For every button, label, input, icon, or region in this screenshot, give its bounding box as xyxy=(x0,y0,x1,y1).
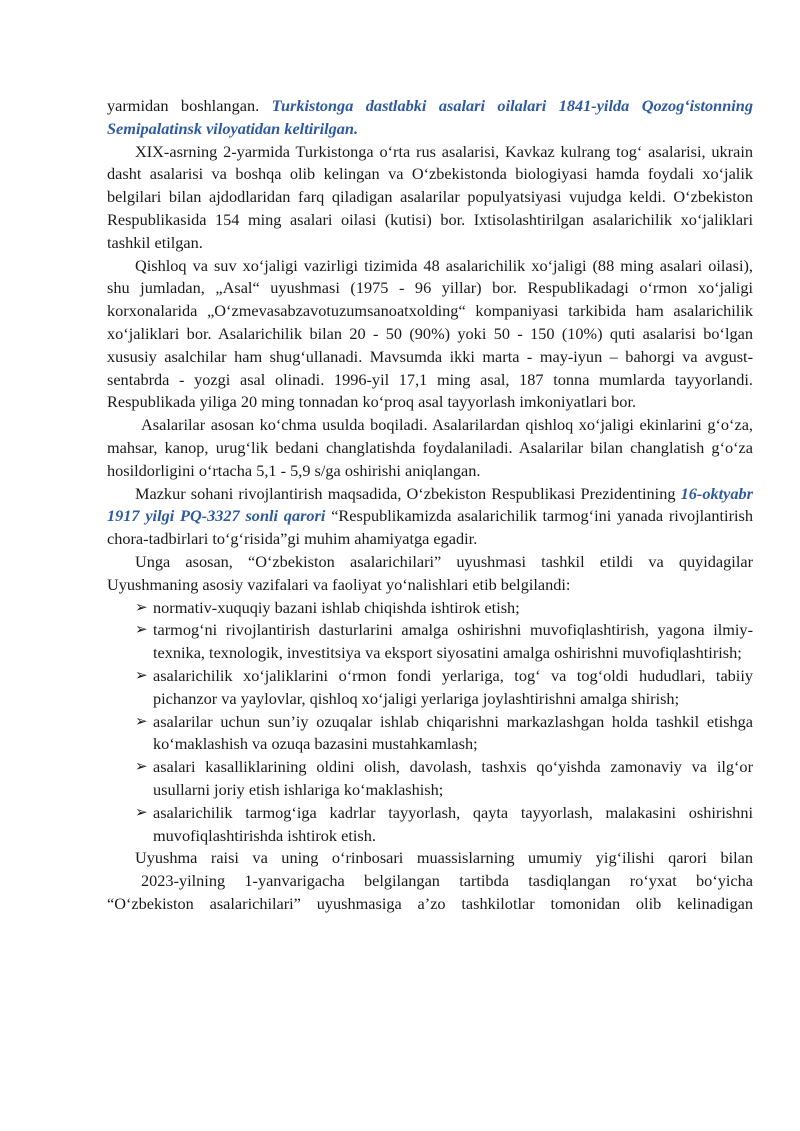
chairman-line-3: “O‘zbekiston asalarichilari” uyushmasiga a’zo tashkilotlar tomonidan olib kelinadigan xyxy=(107,893,753,913)
arrow-bullet-icon: ➢ xyxy=(135,667,148,684)
document-page xyxy=(107,95,753,916)
arrow-bullet-icon: ➢ xyxy=(135,759,148,776)
list-item-text: normativ-xuquqiy bazani ishlab chiqishda ishtirok etish; xyxy=(153,597,520,617)
highlight-history: Turkistonga dastlabki asalari oilalari 1841-yilda Qozog‘istonning Semipalatinsk viloyatidan keltirilgan. xyxy=(107,96,753,138)
paragraph-association: Unga asosan, “O‘zbekiston asalarichilari” uyushmasi tashkil etildi va quyidagilar Uyushmaning asosiy vazifalari va faoliyat yo‘nalishlari etib belgilandi: xyxy=(107,551,753,594)
arrow-bullet-icon: ➢ xyxy=(135,713,148,730)
decree-tail: “Respublikamizda asalarichilik tarmog‘ini yanada rivojlantirish chora-tadbirlari to‘g‘risida”gi muhim ahamiyatga egadir. xyxy=(107,506,753,549)
arrow-bullet-icon: ➢ xyxy=(135,622,148,639)
intro-text: yarmidan boshlangan. xyxy=(107,96,260,115)
paragraph-pollination: Asalarilar asosan ko‘chma usulda boqiladi. Asalarilardan qishloq xo‘jaligi ekinlarini g‘o‘za, mahsar, kanop, urug‘lik bedani changlatishda foydalaniladi. Asalarilar bilan changlatish g‘o‘za hosildorligini o‘rtacha 5,1 - 5,9 s/ga oshirishi aniqlangan. xyxy=(107,415,753,480)
paragraph-population: XIX-asrning 2-yarmida Turkistonga o‘rta rus asalarisi, Kavkaz kulrang tog‘ asalarisi, ukrain dasht asalarisi va boshqa olib kelingan va O‘zbekistonda biologiyasi hamda foydali xo‘jalik belgilari bilan ajdodlaridan farq qiladigan asalarilar populyatsiyasi vujudga keldi. O‘zbekiston Respublikasida 154 ming asalari oilasi (kutisi) bor. Ixtisolashtirilgan asalarichilik xo‘jaliklari tashkil etilgan. xyxy=(107,141,753,252)
list-item xyxy=(135,619,753,665)
list-item-text: asalarilar uchun sun’iy ozuqalar ishlab chiqarishni markazlashgan holda tashkil etishga ko‘maklashish va ozuqa bazasini mustahkamlash; xyxy=(153,711,753,754)
list-item-text: asalari kasalliklarining oldini olish, davolash, tashxis qo‘yishda zamonaviy va ilg‘or usullarni joriy etish ishlariga ko‘maklashish; xyxy=(153,757,753,799)
decree-lead: Mazkur sohani rivojlantirish maqsadida, O‘zbekiston Respublikasi Prezidentining xyxy=(135,483,676,503)
list-item xyxy=(135,597,753,620)
highlight-decree: 16-oktyabr 1917 yilgi PQ-3327 sonli qarori xyxy=(107,483,753,526)
paragraph-decree xyxy=(107,483,753,551)
chairman-line-2: 2023-yilning 1-yanvarigacha belgilangan tartibda tasdiqlangan ro‘yxat bo‘yicha xyxy=(141,871,753,891)
list-item xyxy=(135,665,753,711)
list-item-text: asalarichilik xo‘jaliklarini o‘rmon fondi yerlariga, tog‘ va tog‘oldi hududlari, tabiiy pichanzor va yaylovlar, qishloq xo‘jaligi yerlariga joylashtirishni amalga shirish; xyxy=(153,665,753,708)
list-item xyxy=(135,711,753,757)
tasks-list xyxy=(107,597,753,848)
arrow-bullet-icon: ➢ xyxy=(135,804,148,821)
list-item xyxy=(135,756,753,802)
paragraph-chairman xyxy=(107,847,753,915)
chairman-line-1: Uyushma raisi va uning o‘rinbosari muassislarning umumiy yig‘ilishi qarori bilan xyxy=(135,848,753,868)
paragraph-intro xyxy=(107,95,753,141)
list-item-text: tarmog‘ni rivojlantirish dasturlarini amalga oshirishni muvofiqlashtirish, yagona ilmiy-texnika, texnologik, investitsiya va eksport siyosatini amalga oshirishni muvofiqlashtirish; xyxy=(153,620,753,663)
list-item-text: asalarichilik tarmog‘iga kadrlar tayyorlash, qayta tayyorlash, malakasini oshirishni muvofiqlashtirishda ishtirok etish. xyxy=(153,802,753,845)
list-item xyxy=(135,802,753,848)
arrow-bullet-icon: ➢ xyxy=(135,599,148,616)
paragraph-ministry: Qishloq va suv xo‘jaligi vazirligi tizimida 48 asalarichilik xo‘jaligi (88 ming asalari oilasi), shu jumladan, „Asal“ uyushmasi (1975 - 96 yillar) bor. Respublikadagi o‘rmon xo‘jaligi korxonalarida „O‘zmevasabzavotuzumsanoatxolding“ kompaniyasi tarkibida ham asalarichilik xo‘jaliklari bor. Asalarichilik bilan 20 - 50 (90%) yoki 50 - 150 (10%) quti asalarisi bo‘lgan xususiy asalchilar ham shug‘ullanadi. Mavsumda ikki marta - may-iyun – bahorgi va avgust-sentabrda - yozgi asal olinadi. 1996-yil 17,1 ming asal, 187 tonna mumlarda tayyorlandi. Respublikada yiliga 20 ming tonnadan ko‘proq asal tayyorlash imkoniyatlari bor. xyxy=(107,255,753,412)
